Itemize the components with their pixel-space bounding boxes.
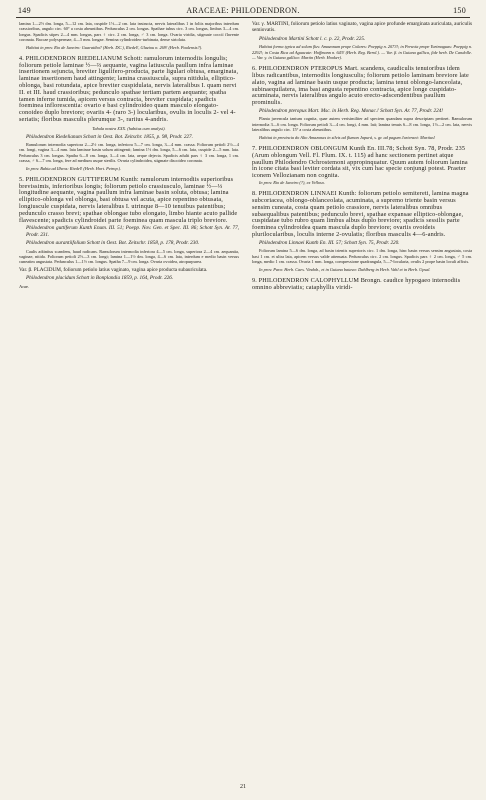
description-5: Caulis adtinitus scandens, haud radicans. Ramulorum internodia inferiora 4—5 cm. longa, superiora 2—4 cm. aequantia, vaginae, nitida. Foliorum petioli 2½—3 cm. longi; lamina 1—1½ dm. longa, 4—6 cm. lata, interdum e medio basin versus cuneatim angustata. Pedunculus 1—1½ cm. longus. Spatha 7—9 cm. longa. Ovaria ovoidea, atropurpurea. <box>19 248 239 265</box>
catchword: Arae. <box>19 283 30 289</box>
variety-beta: Var. β. PLACIDUM, foliorum petiolo latius vaginato, vagina apice producta subauriculata. <box>19 266 208 273</box>
citation-5a: Philodendron guttiferum Kunth Enum. III. 51; Poepp. Nov. Gen. et Spec. III. 86; Schott Syn. Ar. 77, Prodr. 231. <box>26 225 239 238</box>
description-6: Planta juvenculа tantum cognita, quae autem verisimiliter ad speciem quandam supra descriptam pertinet. Ramulorum internodia 3—6 cm. longa. Foliorum petioli 3—4 cm. longi, 4 mm. lati; lamina tenuis 6—8 cm. longa, 1½—2 cm. lata, nervis lateralibus angulo circ. 15° a costa abeuntibus. <box>252 116 472 133</box>
species-heading-6: 6. PHILODENDRON PTEROPUS Mart. scandens, caudiculis tenuioribus idem libus radicantibus, internodiis longiusculis; foliorum petiolo laminam breviore late alato, vagina ad laminae basin usque producta; lamina tenui oblongo-lanceolata, subinaequilatera, ima basi angusta repentino contracta, apice longe cuspidato-acuminata, nervis lateralibus angulo acuto erecto-adscendentibus paullum prominulis. <box>252 65 469 107</box>
citation-8: Philodendron Linnaei Kunth En. III. 57; Schott Syn. 75, Prodr. 220. <box>259 239 400 246</box>
citation-4: Philodendron Riedelianum Schott in Oest. Bot. Zeitschr. 1855, p. 98, Prodr. 227. <box>26 133 193 140</box>
description-4: Ramulorum internodia superiora 2—2½ cm. longa, inferiora 5—7 cm. longa, 3—4 mm. crassa. Foliorum petioli 2½—4 cm. longi, vagina 3—4 mm. lata laminae basin solum attingenti; lamina 1½ dm. longa, 5—6 cm. lata, cuspide 2—5 mm. lata. Pedunculus 3 cm. longus. Spatha 6—8 cm. longa, 3—4 cm. lata, aeque dejecta. Spadicis adulti pars ♀ 3 cm. longa, 1 cm. crassa, ♂ 6—7 cm. longa, fere ad medium usque sterilis. Ovaria cylindroidea, stigmate discoideo coronata. <box>19 141 239 163</box>
citation-6: Philodendron pteropus Mart. Msc. in Herb. Reg. Monac.! Schott Syn. Ar. 77, Prodr. 224! <box>259 108 444 114</box>
description-8: Foliorum lamina 5—6 dm. longa, ad basin trientis superioris circ. 1 dm. longa, hinc basin versus sensim angustata, costa basi 1 cm. et ultra lata, apicem versus valde attenuata. Pedunculus circ. 2 cm. longus. Spadicis pars ♀ 2 cm. longa, ♂ 5 cm. longa, medio 1 cm. crassa. Ovaria 1 mm. longa, compressione quadrangula, 5—7-locularia, ovulis 2 prope basin loculi affixis. <box>252 248 472 264</box>
habitat-4: In prov. Bahia ad Ilheos: Riedel! (Herb. Hort. Petrop.). <box>26 165 122 171</box>
species-heading-7: 7. PHILODENDRON OBLONGUM Kunth En. III.78; Schott Syn. 78, Prodr. 235 (Arum oblongum Vell. Fl. Flum. IX. t. 115) ad hanc sectionem pertinet atque paullum Philodendro Ochrostemoni appropinquatur. Quum autem foliorum lamina in icone citata basi leviter cordata sit, vix cum hac specie conjungi potest. Praeter iconem Vellozianam non cognita. <box>252 145 468 180</box>
species-heading-5: 5. PHILODENDRON GUTTIFERUM Kunth: ramulorum internodiis superioribus brevissimis, inferioribus longis; foliorum petiolo crassiusculo, laminae ½—⅓ longitudine aequante, vagina paullum infra laminae basin soluta, obtusa; lamina elliptico-oblonga vel oblonga, basi obtusa vel acuta, apice repentino obtusata, longiuscule cuspidata, nervis lateralibus I. utrinque 8—10 tenuibus patentibus; pedunculo crasso brevi; spathae oblongae tubo elongato, limbo hiante acuto pallide flavescente; spadicis cylindroidei parte foeminea quam mascula triplo breviore. <box>19 175 238 224</box>
left-column <box>19 21 239 786</box>
description-continued: lamina 1—2½ dm. longa, 5—12 cm. lata, cuspide 1½—2 cm. lata instructa, nervis lateralibus 1 in foliis majoribus interdum crassioribus, angulo circ. 60° a costa abeuntibus. Pedunculus 2 cm. longus. Spathae tubus circ. 3 cm. longus, limbus 3—4 cm. longus. Spadicis stipes 2—4 mm. longus, pars ♀ circ. 2 cm. longa, ♂ 3 cm. longa. Ovaria viridia, stigmate cocciï flavente coronata. Baccae polyspermae, 4—5 mm. longae. Semina cylindroideo-turbinata, dense striolata. <box>19 21 239 42</box>
habitat-note: Habitat in prov. Rio de Janeiro: Guaratiba? (Herb. DC.), Riedel!, Glaziou n. 269! (Herb. Paulensis?). <box>26 44 203 50</box>
citation-5b: Philodendron aurantiifolium Schott in Oest. Bot. Zeitschr. 1858, p. 178, Prodr. 230. <box>26 240 200 247</box>
citation-variety-gamma: Philodendron Martini Schott l. c. p. 22, Prodr. 225. <box>259 35 366 42</box>
habitat-8: In prov. Para: Herb. Caes. Vindob., et in Guiana batava: Dahlberg in Herb. Vahl et in Herb. Upsal. <box>259 266 431 272</box>
plate-reference: Tabula nostra XXX. (habitus cum analysi). <box>92 125 166 131</box>
right-column <box>252 21 472 786</box>
habitat-variety: Habitat forma typica ad solum fluv. Amazonum prope Colares: Poeppig n. 2073!; in Peruvia prope Yurimaguas: Poeppig n. 2292!; in Costa Rica ad Aguacate: Hoffmann n. 643! (Herb. Reg. Berol.). — Var. β. in Guiana gallica, fide herb. De Candolle. — Var. γ. in Guiana gallica: Martin (Herb. Hooker). <box>252 44 472 60</box>
species-heading-9: 9. PHILODENDRON CALOPHYLLUM Brongn. caudice hypogaeo internodiis omnino abbreviatis; cataphyllis viridi- <box>252 276 461 291</box>
habitat-6: Habitat in provincia do Alto Amazonas in silvis ad fluman Japurá, s. gr. ad pagum Jurierani: Martius! <box>259 134 436 140</box>
signature-number: 21 <box>240 784 246 790</box>
citation-variety-beta: Philodendron placidum Schott in Bonplandia 1859, p. 164, Prodr. 226. <box>26 275 174 282</box>
page-number-right: 150 <box>453 6 466 15</box>
variety-gamma: Var. γ. MARTINI, foliorum petiolo latius vaginato, vagina apice profunde emarginata auriculata, auriculis semiovatis. <box>252 21 472 34</box>
page-number-left: 149 <box>18 6 31 15</box>
species-heading-8: 8. PHILODENDRON LINNAEI Kunth: foliorum petiolo semiterеti, lamina magna subcoriacea, oblongo-oblanceolata, acuminata, a supremo triente basin versus sensim cuneata, costa quam petiolo crassiore, nervis lateralibus omnibus subaequalibus patentibus; pedunculo brevi, spathae expansae elliptico-oblongae, cuspidatae tubo rubro quam limbus albus duplo breviore; spadicis sessilis parte foeminea cylindroidea quam mascula duplo breviore; ovariis ovoideis plurilocularibus, loculis interne 2-ovulatis; floribus masculis 4—6-andris. <box>252 190 469 239</box>
running-title: ARACEAE: PHILODENDRON. <box>186 6 300 15</box>
species-heading-4: 4. PHILODENDRON RIEDELIANUM Schott: ramulorum internodiis longulis; foliorum petiole laminae ½—⅔ aequante, vagina latiuscula paullum infra laminae insertionem sejuncta, breviter ligulifero-producta, parte ligulari obtusa, emarginata, laminae insertionem haud attingente; lamina crassiuscula, supra nitidula, elliptico-oblonga, basi rotundata, apice breviter cuspidulata, nervis lateralibus I. quam nervi II. et III. haud crassioribus; pedunculo spathae tertiam partem aequante; spatha tamen inferne tumida, apicem versus contracta, breviter cuspidata; spadicis foeminea inflorescentia: ovario e basi cylindroideo quam masculo elongato-conoideo duplo breviore; ovariis 4- (raro 3-) locularibus, ovulis in loculis 2- vel 4-seriatis; floribus masculis plerumque 3-, rariius 4-andris. <box>19 54 239 124</box>
habitat-7: In prov. Rio de Janeiro (?), ex Velloso. <box>259 180 325 185</box>
header-rule <box>16 17 470 18</box>
